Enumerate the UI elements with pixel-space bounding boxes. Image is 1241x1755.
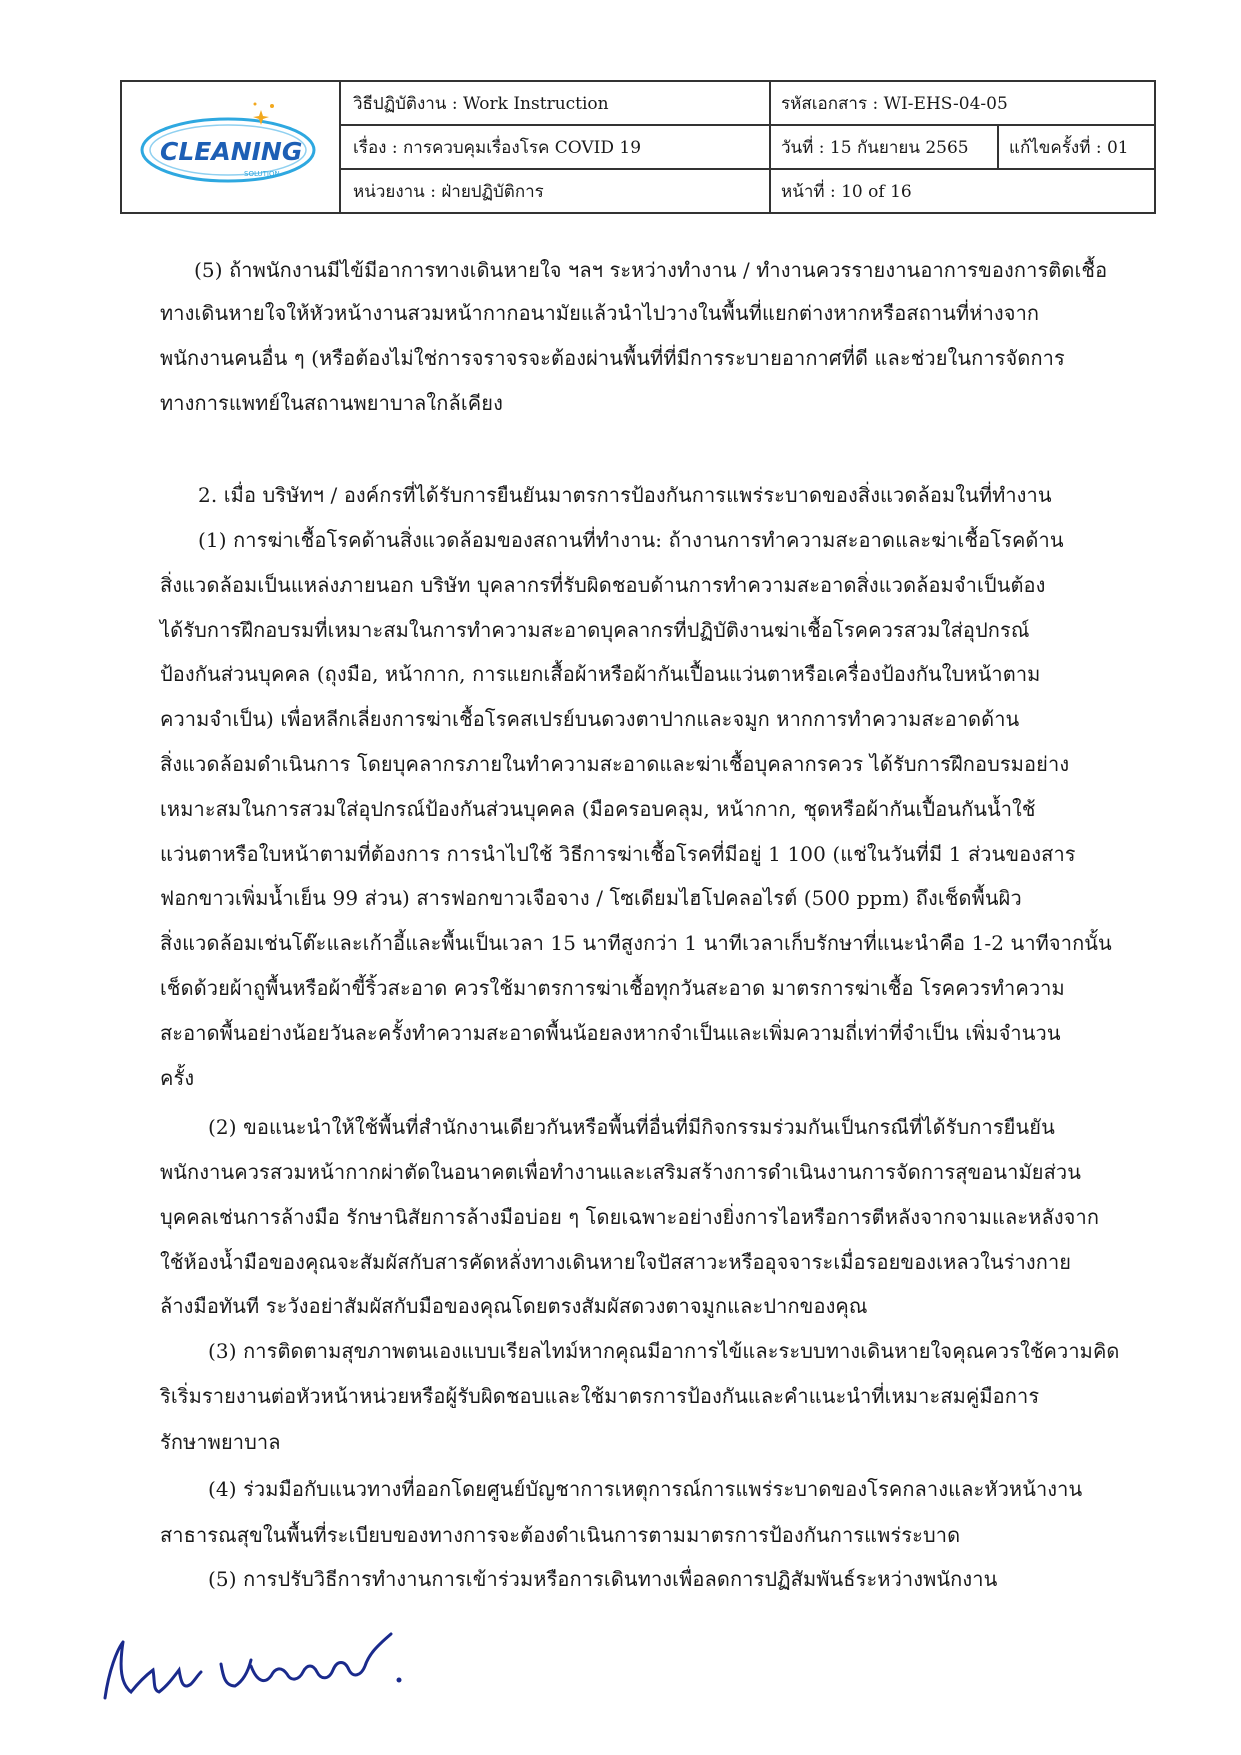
text-line: เช็ดด้วยผ้าถูพื้นหรือผ้าขี้ริ้วสะอาด ควรใช้มาตรการฆ่าเชื้อทุกวันสะอาด มาตรการฆ่าเชื้อ โรคควรทำความ (160, 976, 1065, 1000)
company-logo (122, 82, 337, 212)
logo-subtext: SOLUTION (244, 170, 280, 178)
text-line: ริเริ่มรายงานต่อหัวหน้าหน่วยหรือผู้รับผิดชอบและใช้มาตรการป้องกันและคำแนะนำที่เหมาะสมคู่มือการ (160, 1384, 1040, 1408)
text-line: สิ่งแวดล้อมดำเนินการ โดยบุคลากรภายในทำความสะอาดและฆ่าเชื้อบุคลากรควร ได้รับการฝึกอบรมอย่าง (160, 752, 1070, 776)
text-line: (5) การปรับวิธีการทำงานการเข้าร่วมหรือการเดินทางเพื่อลดการปฏิสัมพันธ์ระหว่างพนักงาน (208, 1567, 998, 1591)
text-line: (3) การติดตามสุขภาพตนเองแบบเรียลไทม์หากคุณมีอาการไข้และระบบทางเดินหายใจคุณควรใช้ความคิด (208, 1339, 1120, 1363)
company-logo-cell (122, 82, 341, 212)
department: หน่วยงาน : ฝ่ายปฏิบัติการ (353, 181, 544, 202)
document-subject: เรื่อง : การควบคุมเรื่องโรค COVID 19 (353, 137, 642, 158)
document-code: รหัสเอกสาร : WI-EHS-04-05 (781, 93, 1008, 114)
logo-text: CLEANING (160, 137, 303, 166)
section-heading: 2. เมื่อ บริษัทฯ / องค์กรที่ได้รับการยืนยันมาตรการป้องกันการแพร่ระบาดของสิ่งแวดล้อมในที่ทำงาน (198, 483, 1052, 507)
text-line: ครั้ง (160, 1066, 195, 1090)
text-line: ป้องกันส่วนบุคคล (ถุงมือ, หน้ากาก, การแยกเสื้อผ้าหรือผ้ากันเปื้อนแว่นตาหรือเครื่องป้องกันใบหน้าตาม (160, 662, 1041, 686)
signature-scribble (95, 1620, 425, 1710)
text-line: (2) ขอแนะนำให้ใช้พื้นที่สำนักงานเดียวกันหรือพื้นที่อื่นที่มีกิจกรรมร่วมกันเป็นกรณีที่ได้รับการยืนยัน (208, 1115, 1055, 1139)
text-line: สาธารณสุขในพื้นที่ระเบียบของทางการจะต้องดำเนินการตามมาตรการป้องกันการแพร่ระบาด (160, 1523, 961, 1547)
text-line: พนักงานควรสวมหน้ากากผ่าตัดในอนาคตเพื่อทำงานและเสริมสร้างการดำเนินงานการจัดการสุขอนามัยส่วน (160, 1160, 1082, 1184)
text-line: (4) ร่วมมือกับแนวทางที่ออกโดยศูนย์บัญชาการเหตุการณ์การแพร่ระบาดของโรคกลางและหัวหน้างาน (208, 1477, 1083, 1501)
text-line: บุคคลเช่นการล้างมือ รักษานิสัยการล้างมือบ่อย ๆ โดยเฉพาะอย่างยิ่งการไอหรือการตีหลังจากจามและหลังจาก (160, 1205, 1100, 1229)
page-number: หน้าที่ : 10 of 16 (781, 181, 912, 202)
text-line: รักษาพยาบาล (160, 1430, 281, 1454)
text-line: แว่นตาหรือใบหน้าตามที่ต้องการ การนำไปใช้ วิธีการฆ่าเชื้อโรคที่มีอยู่ 1 100 (แช่ในวันที่มี 1 ส่วนของสาร (160, 842, 1076, 866)
text-line: สิ่งแวดล้อมเช่นโต๊ะและเก้าอี้และพื้นเป็นเวลา 15 นาทีสูงกว่า 1 นาทีเวลาเก็บรักษาที่แนะนำคือ 1-2 นาทีจากนั้น (160, 931, 1112, 955)
text-line: ความจำเป็น) เพื่อหลีกเลี่ยงการฆ่าเชื้อโรคสเปรย์บนดวงตาปากและจมูก หากการทำความสะอาดด้าน (160, 707, 1020, 731)
text-line: ทางเดินหายใจให้หัวหน้างานสวมหน้ากากอนามัยแล้วนำไปวางในพื้นที่แยกต่างหากหรือสถานที่ห่างจาก (160, 301, 1040, 325)
sparkle-dot-icon (254, 103, 257, 106)
document-header (120, 80, 1156, 214)
text-line: ฟอกขาวเพิ่มน้ำเย็น 99 ส่วน) สารฟอกขาวเจือจาง / โซเดียมไฮโปคลอไรต์ (500 ppm) ถึงเช็ดพื้นผิว (160, 886, 1022, 910)
text-line: สิ่งแวดล้อมเป็นแหล่งภายนอก บริษัท บุคลากรที่รับผิดชอบด้านการทำความสะอาดสิ่งแวดล้อมจำเป็นต้อง (160, 573, 1046, 597)
text-line: ใช้ห้องน้ำมือของคุณจะสัมผัสกับสารคัดหลั่งทางเดินหายใจปัสสาวะหรืออุจจาระเมื่อรอยของเหลวในร่างกาย (160, 1250, 1072, 1274)
text-line: ได้รับการฝึกอบรมที่เหมาะสมในการทำความสะอาดบุคลากรที่ปฏิบัติงานฆ่าเชื้อโรคควรสวมใส่อุปกรณ์ (160, 618, 1030, 642)
document-date: วันที่ : 15 กันยายน 2565 (781, 137, 969, 158)
procedure-type: วิธีปฏิบัติงาน : Work Instruction (353, 93, 609, 114)
text-line: (1) การฆ่าเชื้อโรคด้านสิ่งแวดล้อมของสถานที่ทำงาน: ถ้างานการทำความสะอาดและฆ่าเชื้อโรคด้าน (198, 528, 1064, 552)
sparkle-dot-icon (270, 104, 274, 108)
text-line: ล้างมือทันที ระวังอย่าสัมผัสกับมือของคุณโดยตรงสัมผัสดวงตาจมูกและปากของคุณ (160, 1294, 868, 1318)
signature (95, 1620, 425, 1714)
text-line: สะอาดพื้นอย่างน้อยวันละครั้งทำความสะอาดพื้นน้อยลงหากจำเป็นและเพิ่มความถี่เท่าที่จำเป็น เพิ่มจำนวน (160, 1021, 1061, 1045)
text-line: พนักงานคนอื่น ๆ (หรือต้องไม่ใช่การจราจรจะต้องผ่านพื้นที่ที่มีการระบายอากาศที่ดี และช่วยในการจัดการ (160, 346, 1065, 370)
text-line: เหมาะสมในการสวมใส่อุปกรณ์ป้องกันส่วนบุคคล (มือครอบคลุม, หน้ากาก, ชุดหรือผ้ากันเปื้อนกันน้ำใช้ (160, 797, 1036, 821)
revision-number: แก้ไขครั้งที่ : 01 (1009, 137, 1129, 158)
text-line: (5) ถ้าพนักงานมีไข้มีอาการทางเดินหายใจ ฯลฯ ระหว่างทำงาน / ทำงานควรรายงานอาการของการติดเชื้อ (194, 258, 1108, 282)
text-line: ทางการแพทย์ในสถานพยาบาลใกล้เคียง (160, 391, 503, 415)
